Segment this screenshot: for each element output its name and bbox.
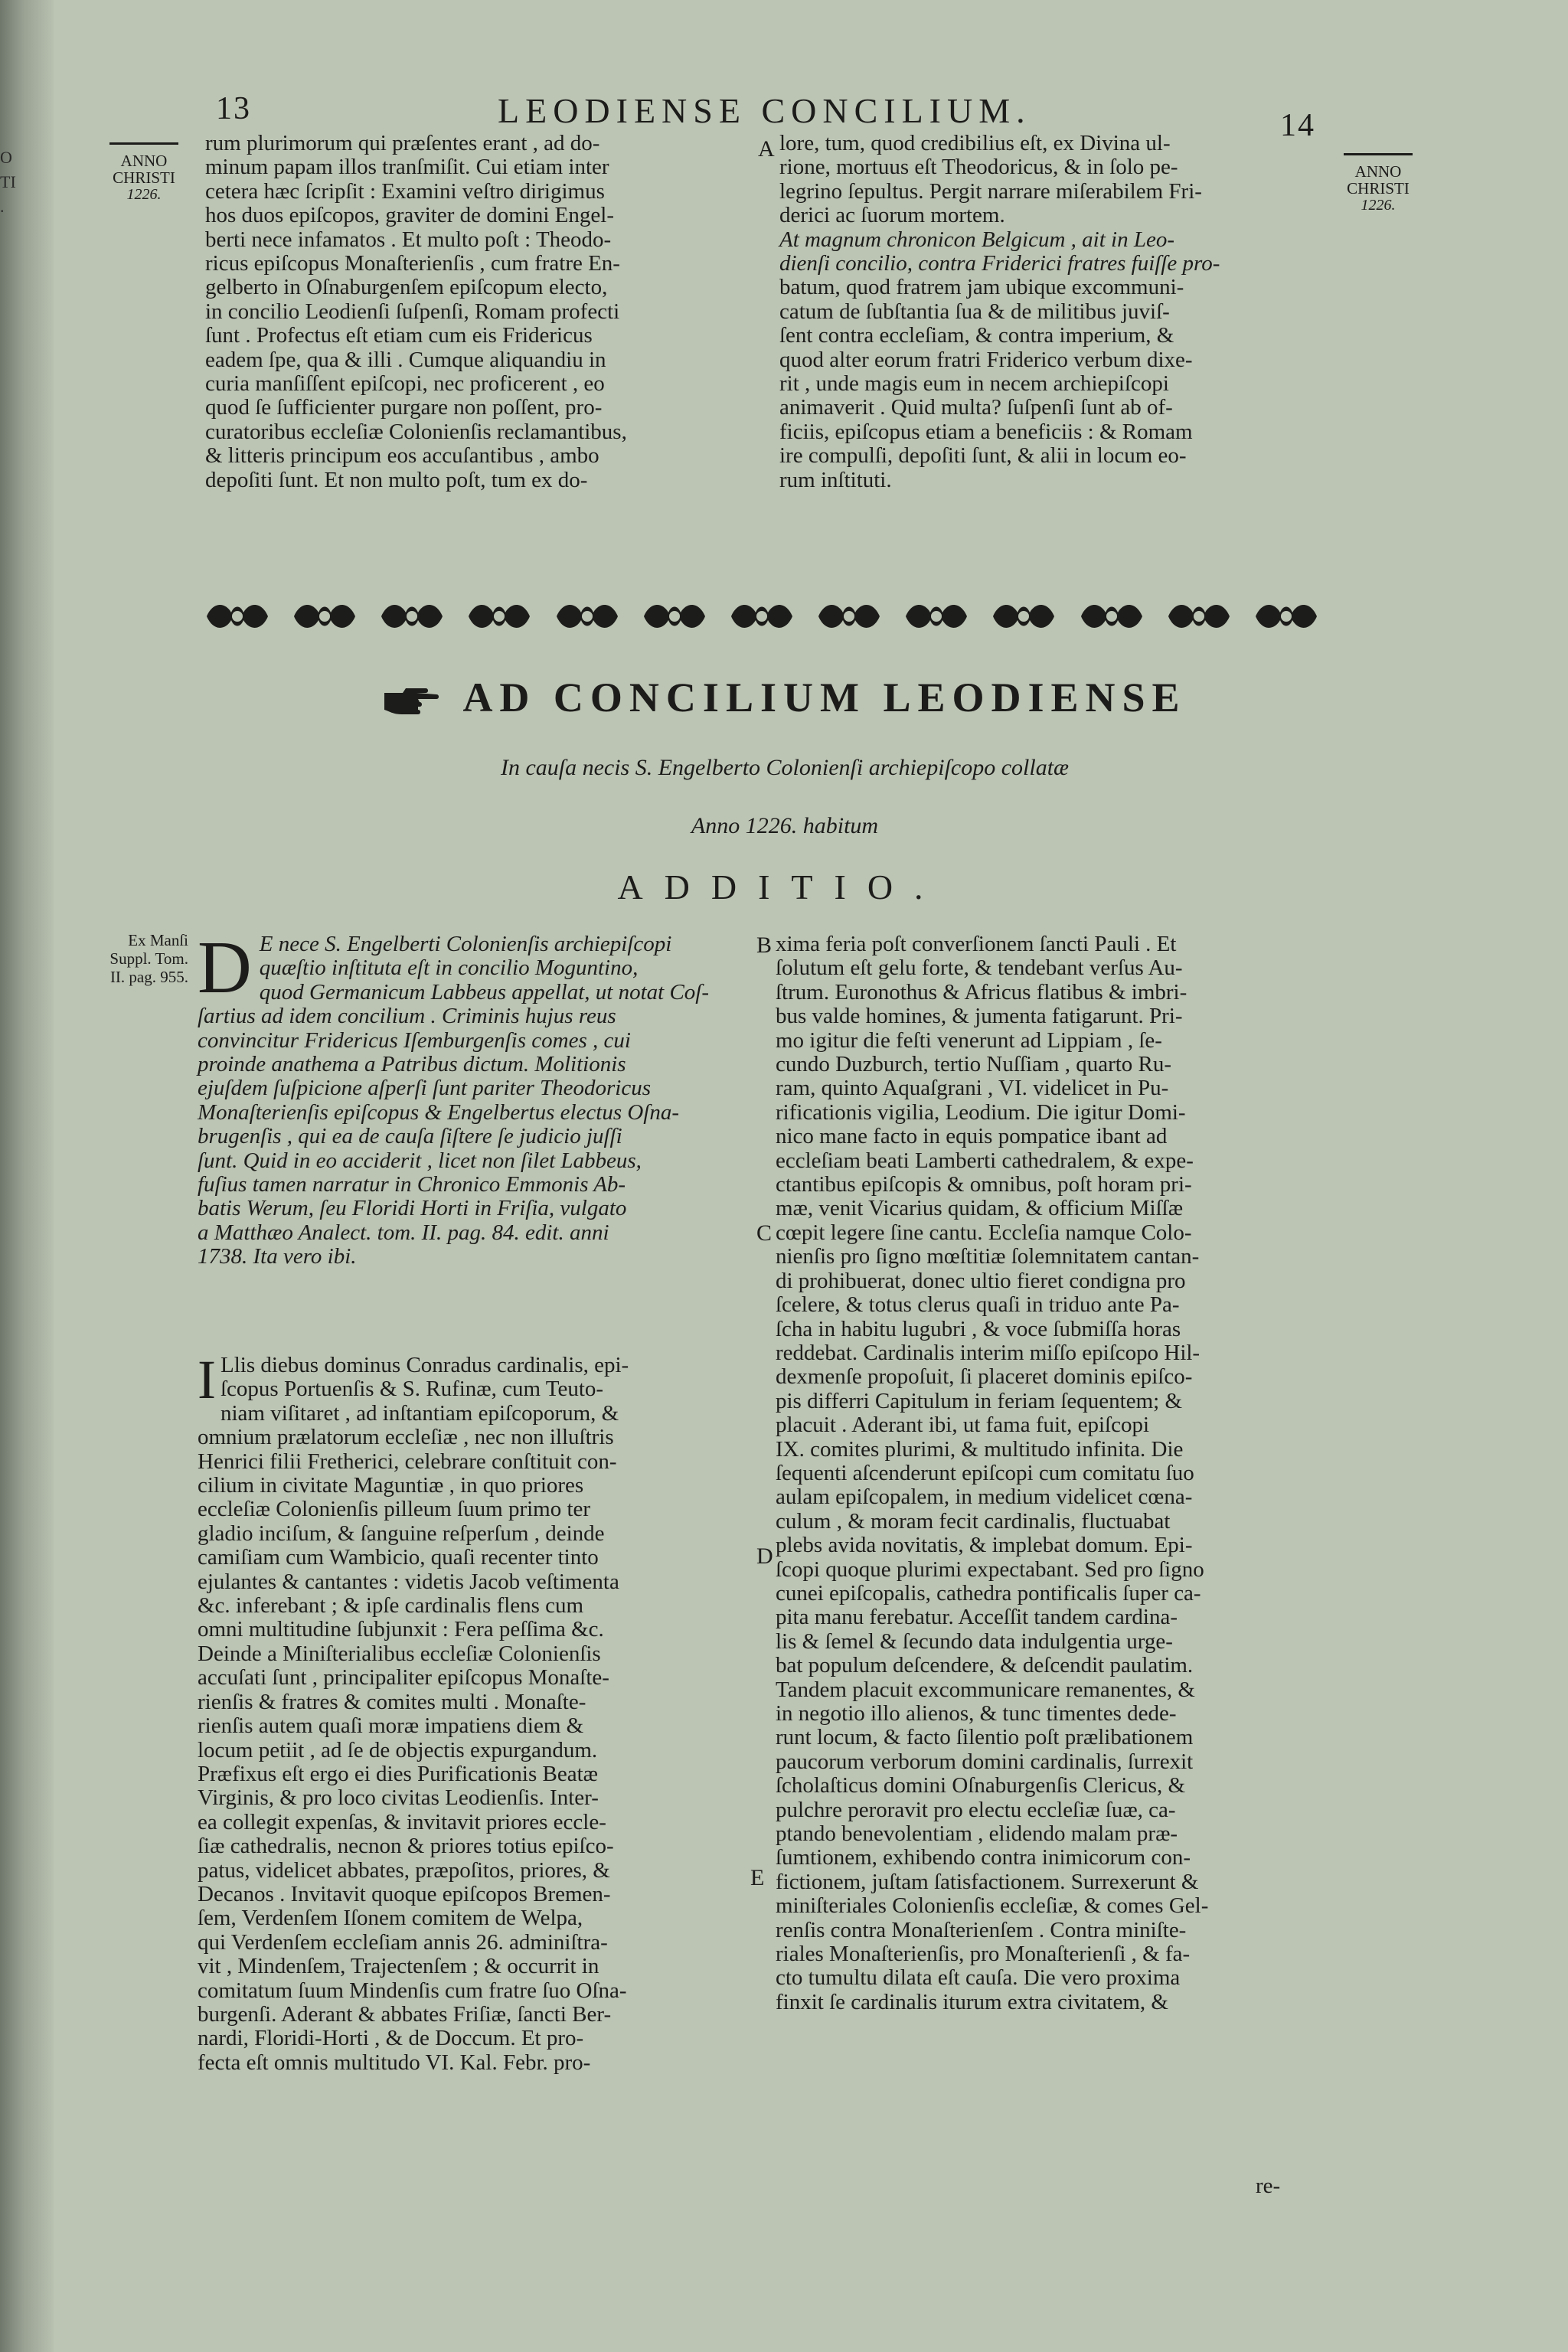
- text-line: convincitur Fridericus Iſemburgenſis comes , cui: [198, 1027, 631, 1053]
- text-line: accuſati ſunt , principaliter epiſcopus Monaſte-: [198, 1665, 609, 1690]
- text-line: vit , Mindenſem, Trajectenſem ; & occurrit in: [198, 1954, 599, 1979]
- text-line: gladio inciſum, & ſanguine reſperſum , deinde: [198, 1521, 605, 1546]
- text-line: fuſius tamen narratur in Chronico Emmonis Ab-: [198, 1172, 626, 1197]
- text-line: batum, quod fratrem jam ubique excommuni-: [779, 275, 1184, 300]
- text-line: Tandem placuit excommunicare remanentes, &: [776, 1677, 1195, 1702]
- text-line: ſcopus Portuenſis & S. Rufinæ, cum Teuto-: [220, 1377, 604, 1402]
- text-line: Deinde a Miniſterialibus eccleſiæ Colonienſis: [198, 1641, 601, 1666]
- text-line: brugenſis , qui ea de cauſa ſiſtere ſe judicio juſſi: [198, 1124, 622, 1149]
- section-mark-d: D: [756, 1544, 773, 1569]
- text-line: in negotio illo alienos, & tunc timentes dede-: [776, 1701, 1177, 1726]
- text-line: ſcopi quoque plurimi expectabant. Sed pro ſigno: [776, 1557, 1204, 1582]
- fleuron-ornament: [985, 596, 1062, 637]
- text-line: dienſi concilio, contra Friderici fratres fuiſſe pro-: [779, 251, 1220, 276]
- body-right-column: [776, 933, 1319, 2014]
- text-line: rienſis & fratres & comites multi . Monaſte-: [198, 1689, 586, 1714]
- text-line: camiſiam cum Wambicio, quaſi recenter tinto: [198, 1545, 599, 1570]
- text-line: quod ſe ſufficienter purgare non poſſent, pro-: [205, 395, 603, 420]
- text-line: qui Verdenſem eccleſiam annis 26. adminiſtra-: [198, 1929, 608, 1955]
- text-line: comitatum ſuum Mindenſis cum fratre ſuo Oſna-: [198, 1978, 627, 2003]
- text-line: catum de ſubſtantia ſua & de militibus juviſ-: [779, 299, 1170, 324]
- text-line: Decanos . Invitavit quoque epiſcopos Bremen-: [198, 1881, 611, 1906]
- text-line: ejuſdem ſuſpicione aſperſi ſunt pariter Theodoricus: [198, 1076, 652, 1101]
- top-right-column: [779, 132, 1319, 492]
- text-line: ſcha in habitu lugubri , & voce ſubmiſſa horas: [776, 1316, 1181, 1341]
- text-line: Llis diebus dominus Conradus cardinalis, epi-: [220, 1353, 629, 1377]
- text-line: lis & ſemel & ſecundo data indulgentia urge-: [776, 1628, 1173, 1654]
- left-margin-year-note: [98, 142, 190, 203]
- text-line: eccleſiæ Colonienſis pilleum ſuum primo ter: [198, 1497, 591, 1522]
- binding-shadow: [0, 0, 54, 2352]
- text-line: riales Monaſterienſis, pro Monaſterienſi , & fa-: [776, 1942, 1191, 1967]
- source-line: Suppl. Tom.: [109, 949, 188, 968]
- text-line: proinde anathema a Patribus dictum. Molitionis: [198, 1052, 626, 1077]
- text-line: rum plurimorum qui præſentes erant , ad do-: [205, 131, 600, 155]
- left-page-number: 13: [216, 91, 251, 126]
- text-line: ptando benevolentiam , elidendo malam præ-: [776, 1821, 1178, 1847]
- text-line: ricus epiſcopus Monaſterienſis , cum fratre En-: [205, 251, 620, 276]
- text-line: ſtrum. Euronothus & Africus flatibus & imbri-: [776, 979, 1187, 1004]
- margin-rule: [1344, 153, 1413, 155]
- fragment-line: O: [0, 148, 12, 167]
- text-line: rum inſtituti.: [779, 467, 892, 492]
- text-line: fictionem, juſtam ſatisfactionem. Surrexerunt &: [776, 1869, 1199, 1894]
- text-line: aulam epiſcopalem, in medium videlicet cœna-: [776, 1485, 1193, 1510]
- text-line: ſunt . Profectus eſt etiam cum eis Fridericus: [205, 323, 593, 348]
- text-line: cunei epiſcopalis, cathedra pontificalis ſuper ca-: [776, 1580, 1201, 1606]
- text-line: cilium in civitate Maguntiæ , in quo priores: [198, 1473, 584, 1498]
- running-title: LEODIENSE CONCILIUM.: [498, 91, 1031, 130]
- text-line: cundo Duzburch, tertio Nuſſiam , quarto Ru-: [776, 1052, 1172, 1077]
- text-line: ſem, Verdenſem Iſonem comitem de Welpa,: [198, 1906, 583, 1931]
- text-line: IX. comites plurimi, & multitudo infinita. Die: [776, 1436, 1184, 1462]
- text-line: curatoribus eccleſiæ Colonienſis reclamantibus,: [205, 419, 627, 444]
- text-line: E nece S. Engelberti Colonienſis archiepiſcopi: [259, 932, 672, 956]
- text-line: runt locum, & facto ſilentio poſt prælibationem: [776, 1725, 1194, 1750]
- text-line: berti nece infamatos . Et multo poſt : Theodo-: [205, 227, 612, 252]
- text-line: culum , & moram fecit cardinalis, fluctuabat: [776, 1508, 1171, 1534]
- fleuron-ornament: [811, 596, 887, 637]
- text-line: ea collegit expenſas, & invitavit priores eccle-: [198, 1809, 606, 1834]
- body-drop-cap: I: [198, 1349, 216, 1410]
- text-line: placuit . Aderant ibi, ut fama fuit, epiſcopi: [776, 1413, 1150, 1438]
- text-line: pita manu ferebatur. Acceſſit tandem cardina-: [776, 1605, 1178, 1630]
- year-label: 1226.: [126, 186, 162, 203]
- text-line: minum papam illos tranſmiſit. Cui etiam inter: [205, 155, 609, 180]
- christi-label: CHRISTI: [113, 168, 175, 187]
- subtitle-cause: In cauſa necis S. Engelberto Colonienſi archiepiſcopo collatæ: [500, 755, 1070, 780]
- text-line: quæſtio inſtituta eſt in concilio Moguntino,: [259, 956, 639, 981]
- fleuron-ornament: [549, 596, 626, 637]
- text-line: legrino ſepultus. Pergit narrare miſerabilem Fri-: [779, 178, 1202, 204]
- fleuron-ornament: [1073, 596, 1150, 637]
- text-line: ire compulſi, depoſiti ſunt, & alii in locum eo-: [779, 443, 1187, 469]
- text-line: reddebat. Cardinalis interim miſſo epiſcopo Hil-: [776, 1340, 1200, 1365]
- text-line: nienſis pro ſigno mœſtitiæ ſolemnitatem cantan-: [776, 1244, 1200, 1269]
- fleuron-ornament: [898, 596, 975, 637]
- text-line: burgenſi. Aderant & abbates Friſiæ, ſancti Ber-: [198, 2001, 612, 2027]
- text-line: eadem ſpe, qua & illi . Cumque aliquandiu in: [205, 347, 606, 372]
- section-mark-a: A: [758, 136, 775, 162]
- text-line: ſcholaſticus domini Oſnaburgenſis Clericus, &: [776, 1773, 1186, 1798]
- text-line: ſcelere, & totus clerus quaſi in triduo ante Pa-: [776, 1292, 1180, 1318]
- section-mark-e: E: [750, 1865, 765, 1890]
- fleuron-ornament: [286, 596, 363, 637]
- text-line: rione, mortuus eſt Theodoricus, & in ſolo pe-: [779, 155, 1178, 180]
- christi-label: CHRISTI: [1347, 179, 1410, 198]
- fleuron-ornament: [1161, 596, 1237, 637]
- ornamental-divider: [199, 590, 1325, 643]
- text-line: Henrici filii Fretherici, celebrare conſtituit con-: [198, 1449, 617, 1474]
- right-margin-year-note: [1332, 153, 1424, 214]
- text-line: At magnum chronicon Belgicum , ait in Leo-: [779, 227, 1175, 252]
- addition-heading: ADDITIO.: [617, 867, 945, 906]
- fragment-line: TI: [0, 172, 16, 191]
- text-line: bus valde homines, & jumenta fatigarunt. Pri-: [776, 1004, 1183, 1029]
- source-reference-note: [74, 931, 188, 986]
- text-line: rit , unde magis eum in necem archiepiſcopi: [779, 371, 1169, 397]
- catchword: re-: [1256, 2174, 1281, 2198]
- text-line: plebs avida novitatis, & implebat domum. Epi-: [776, 1533, 1193, 1558]
- text-line: ram, quinto Aquaſgrani , VI. videlicet in Pu-: [776, 1076, 1169, 1101]
- text-line: rificationis vigilia, Leodium. Die igitur Domi-: [776, 1099, 1186, 1125]
- source-line: Ex Manſi: [128, 931, 188, 949]
- text-line: nico mane facto in equis pompatice ibant ad: [776, 1124, 1168, 1149]
- text-line: ſiæ cathedralis, necnon & priores totius epiſco-: [198, 1834, 614, 1859]
- text-line: ſartius ad idem concilium . Criminis hujus reus: [198, 1004, 616, 1029]
- text-line: quod alter eorum fratri Friderico verbum dixe-: [779, 347, 1193, 372]
- subtitle-year: Anno 1226. habitum: [691, 813, 879, 838]
- text-line: in concilio Leodienſi ſuſpenſi, Romam profecti: [205, 299, 620, 324]
- text-line: eccleſiam beati Lamberti cathedralem, & expe-: [776, 1148, 1194, 1173]
- text-line: xima feria poſt converſionem ſancti Pauli . Et: [776, 932, 1177, 956]
- text-line: finxit ſe cardinalis iturum extra civitatem, &: [776, 1989, 1168, 2014]
- text-line: dexmenſe propoſuit, ſi placeret dominis epiſco-: [776, 1364, 1193, 1390]
- pointing-hand-icon: [383, 685, 439, 719]
- text-line: Præfixus eſt ergo ei dies Purificationis Beatæ: [198, 1761, 599, 1786]
- margin-rule: [109, 142, 178, 145]
- text-line: hos duos epiſcopos, graviter de domini Engel-: [205, 203, 614, 228]
- text-line: pulchre peroravit pro electu eccleſiæ ſuæ, ca-: [776, 1797, 1176, 1822]
- top-left-column: [205, 132, 749, 492]
- text-line: nardi, Floridi-Horti , & de Doccum. Et pro-: [198, 2026, 584, 2051]
- section-mark-b: B: [756, 933, 773, 958]
- text-line: pis differri Capitulum in feriam ſequentem; &: [776, 1388, 1183, 1413]
- text-line: paucorum verborum domini cardinalis, ſurrexit: [776, 1749, 1194, 1774]
- text-line: Monaſterienſis epiſcopus & Engelbertus electus Oſna-: [198, 1099, 680, 1125]
- text-line: & litteris principum eos accuſantibus , ambo: [205, 443, 599, 469]
- fleuron-ornament: [724, 596, 800, 637]
- text-line: cœpit legere ſine cantu. Eccleſia namque Colo-: [776, 1220, 1192, 1245]
- text-line: miniſteriales Colonienſis eccleſiæ, & comes Gel-: [776, 1893, 1209, 1919]
- text-line: lore, tum, quod credibilius eſt, ex Divina ul-: [779, 131, 1171, 155]
- source-line: II. pag. 955.: [109, 968, 188, 986]
- text-line: rienſis autem quaſi moræ impatiens diem &: [198, 1713, 584, 1739]
- body-left-column: [198, 1349, 747, 2075]
- fleuron-ornament: [199, 596, 276, 637]
- text-line: ſequenti aſcenderunt epiſcopi cum comitatu ſuo: [776, 1460, 1194, 1485]
- section-mark-c: C: [756, 1220, 773, 1246]
- text-line: omni multitudine ſubjunxit : Fera peſſima &c.: [198, 1617, 604, 1642]
- text-line: ſumtionem, exhibendo contra inimicorum con-: [776, 1845, 1191, 1870]
- text-line: fecta eſt omnis multitudo VI. Kal. Febr. pro-: [198, 2050, 591, 2075]
- text-line: ficiis, epiſcopus etiam a beneficiis : & Romam: [779, 419, 1193, 444]
- fleuron-ornament: [636, 596, 713, 637]
- text-line: 1738. Ita vero ibi.: [198, 1244, 357, 1269]
- text-line: a Matthæo Analect. tom. II. pag. 84. edit. anni: [198, 1220, 609, 1245]
- fleuron-ornament: [374, 596, 450, 637]
- anno-label: ANNO: [1354, 162, 1402, 181]
- right-page-number: 14: [1280, 108, 1315, 143]
- text-line: ſunt. Quid in eo acciderit , licet non ſilet Labbeus,: [198, 1148, 642, 1173]
- text-line: depoſiti ſunt. Et non multo poſt, tum ex do-: [205, 467, 588, 492]
- text-line: bat populum deſcendere, & deſcendit paulatim.: [776, 1653, 1194, 1678]
- text-line: ejulantes & cantantes : videtis Jacob veſtimenta: [198, 1569, 619, 1594]
- text-line: ctantibus epiſcopis & omnibus, poſt horam pri-: [776, 1172, 1192, 1197]
- intro-paragraph: [198, 926, 747, 1269]
- anno-label: ANNO: [120, 152, 168, 170]
- text-line: curia manſiſſent epiſcopi, nec proficerent , eo: [205, 371, 605, 397]
- text-line: cetera hæc ſcripſit : Examini veſtro dirigimus: [205, 178, 605, 204]
- title-text: AD CONCILIUM LEODIENSE: [462, 675, 1187, 720]
- previous-page-fragment: [0, 145, 16, 219]
- text-line: Virginis, & pro loco civitas Leodienſis. Inter-: [198, 1785, 599, 1811]
- text-line: omnium prælatorum eccleſiæ , nec non illuſtris: [198, 1425, 614, 1450]
- text-line: &c. inferebant ; & ipſe cardinalis flens cum: [198, 1593, 584, 1619]
- text-line: renſis contra Monaſterienſem . Contra miniſte-: [776, 1917, 1187, 1942]
- text-line: cto tumultu dilata eſt cauſa. Die vero proxima: [776, 1965, 1181, 1991]
- text-line: gelberto in Oſnaburgenſem epiſcopum electo,: [205, 275, 608, 300]
- fleuron-ornament: [1248, 596, 1325, 637]
- text-line: patus, videlicet abbates, præpoſitos, priores, &: [198, 1857, 610, 1883]
- section-title: [291, 674, 1279, 721]
- year-label: 1226.: [1361, 197, 1396, 214]
- intro-drop-cap: D: [198, 926, 252, 1009]
- text-line: quod Germanicum Labbeus appellat, ut notat Coſ-: [259, 979, 710, 1004]
- text-line: animaverit . Quid multa? ſuſpenſi ſunt ab of-: [779, 395, 1173, 420]
- text-line: ſolutum eſt gelu forte, & tendebant verſus Au-: [776, 956, 1183, 981]
- text-line: ſent contra eccleſiam, & contra imperium, &: [779, 323, 1174, 348]
- text-line: mæ, venit Vicarius quidam, & officium Miſſæ: [776, 1196, 1184, 1221]
- text-line: niam viſitaret , ad inſtantiam epiſcoporum, &: [220, 1400, 619, 1426]
- text-line: locum petiit , ad ſe de objectis expurgandum.: [198, 1737, 598, 1762]
- text-line: mo igitur die feſti venerunt ad Lippiam , ſe-: [776, 1027, 1162, 1053]
- fragment-line: .: [0, 197, 5, 216]
- text-line: derici ac ſuorum mortem.: [779, 203, 1005, 228]
- text-line: batis Werum, ſeu Floridi Horti in Friſia, vulgato: [198, 1196, 627, 1221]
- text-line: di prohibuerat, donec ultio fieret condigna pro: [776, 1268, 1186, 1293]
- fleuron-ornament: [461, 596, 537, 637]
